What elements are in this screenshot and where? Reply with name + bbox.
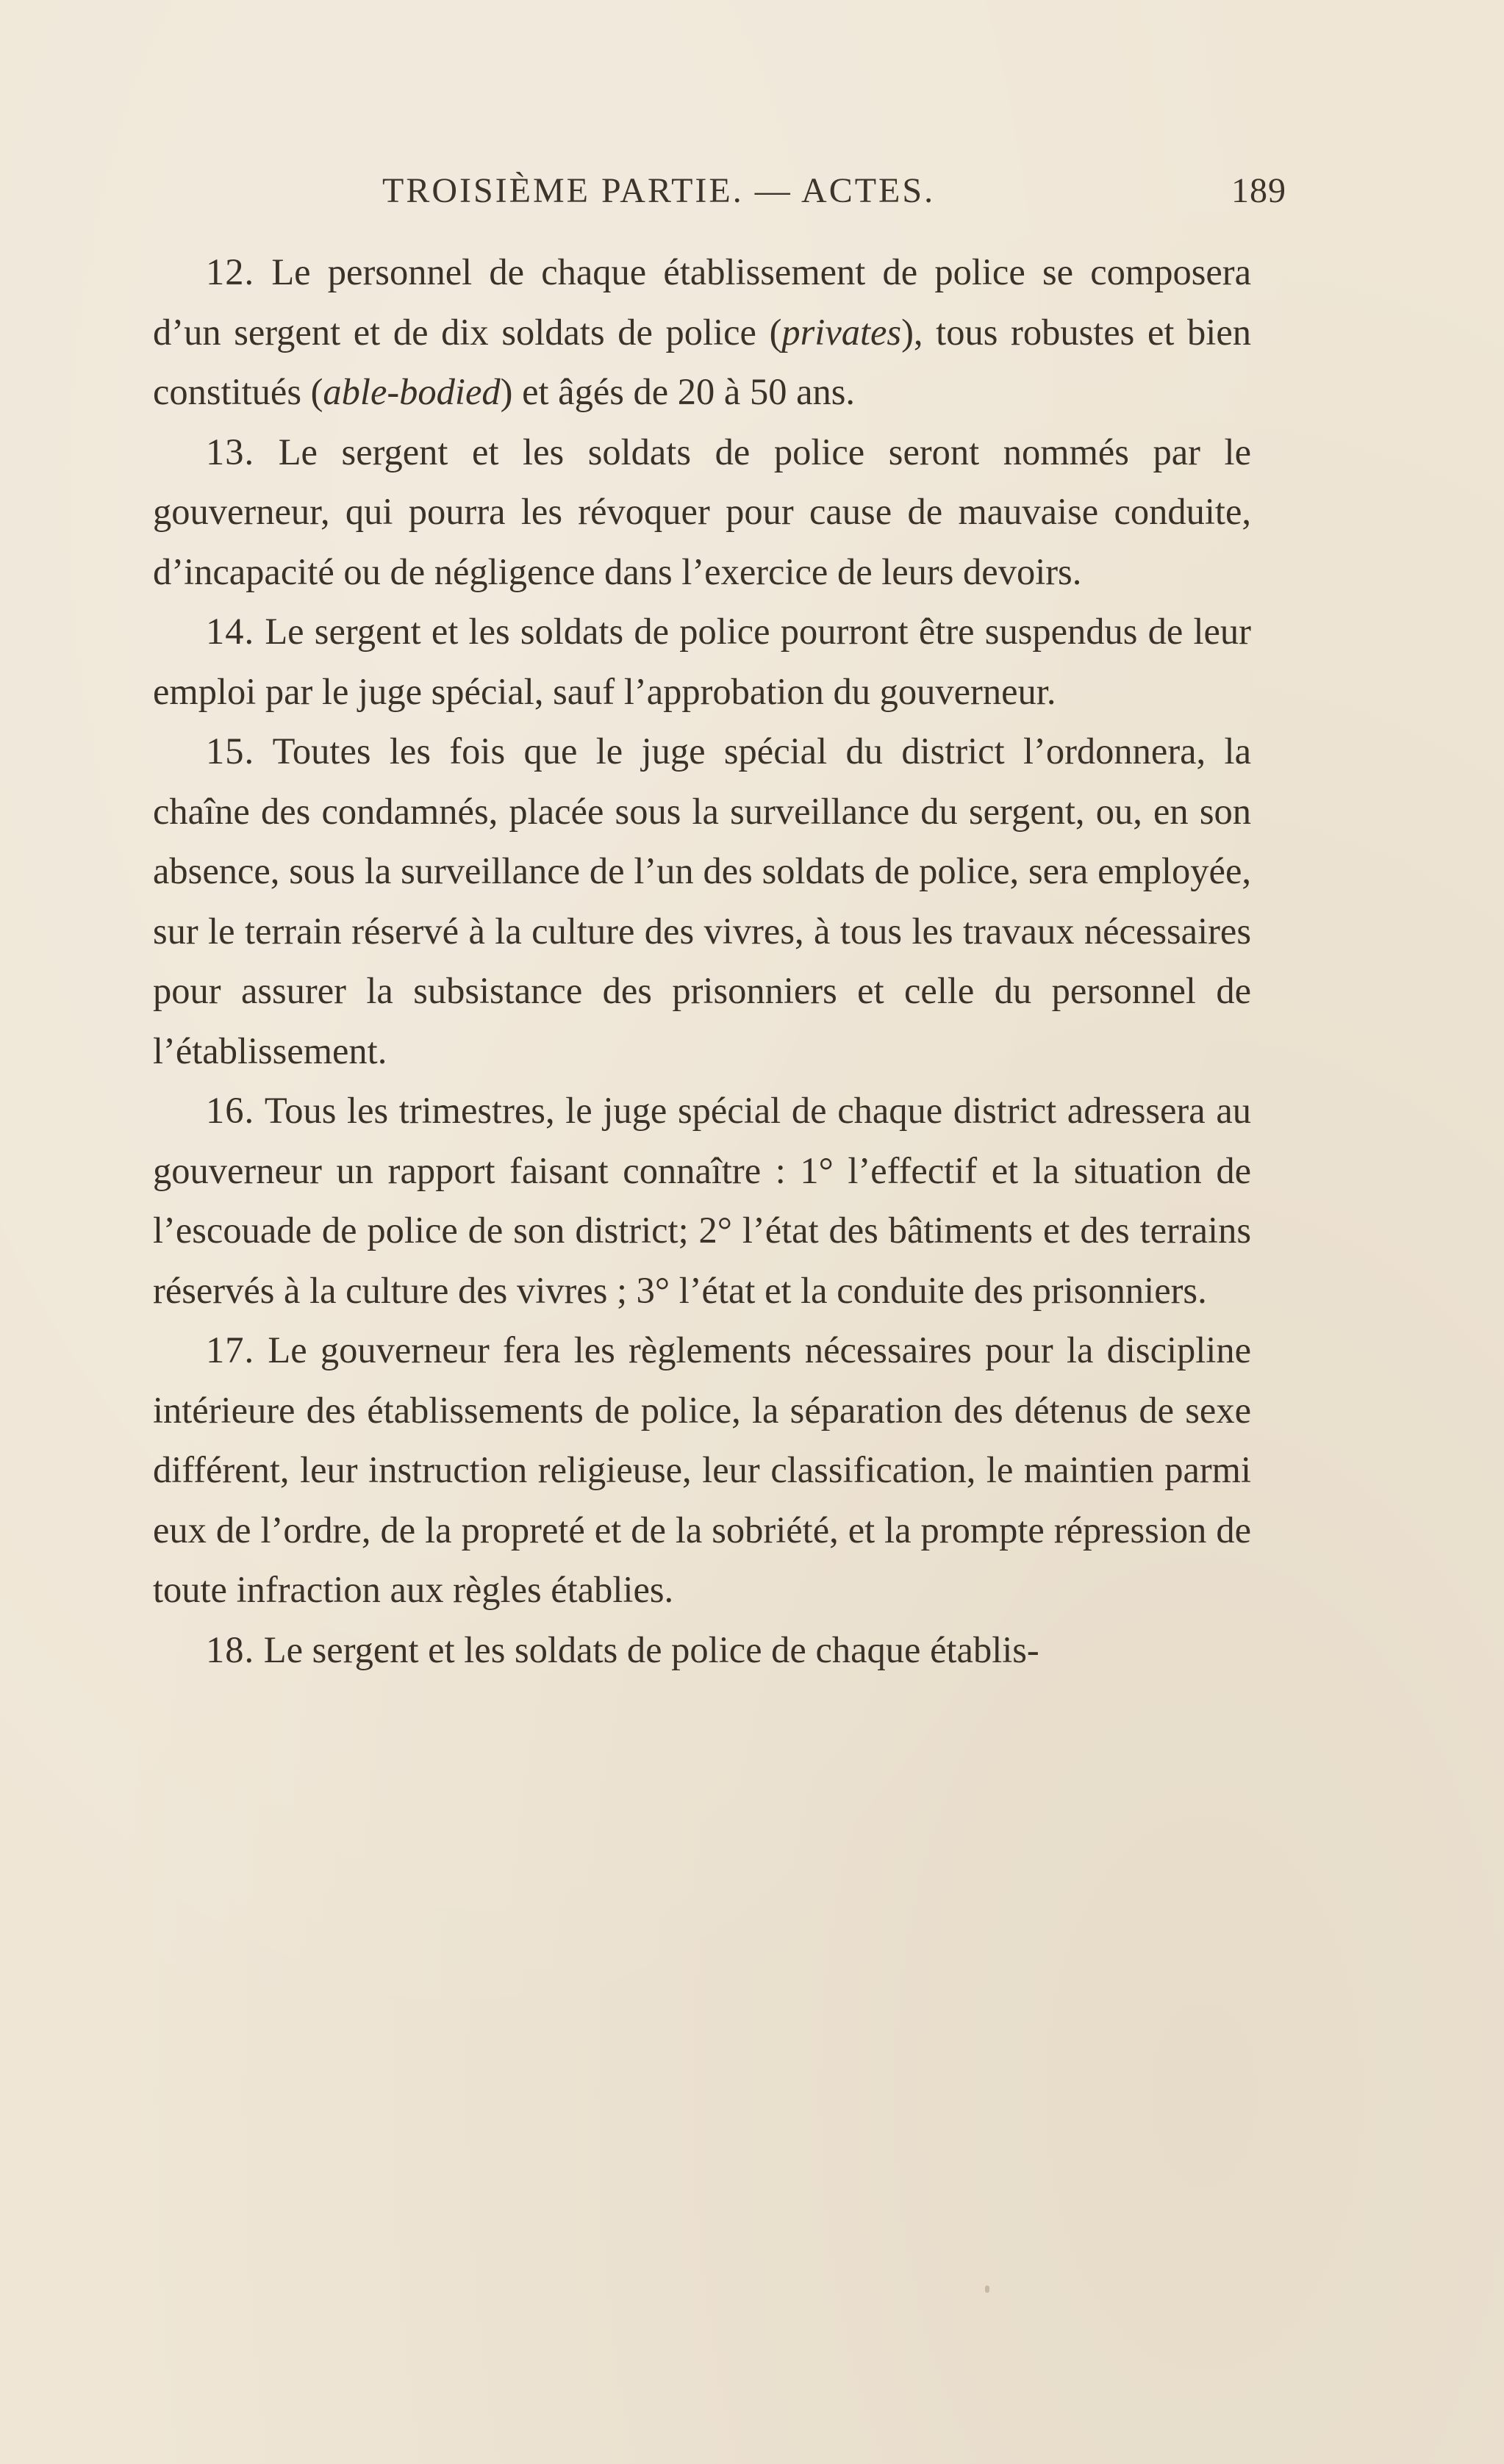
article-text: Le sergent et les soldats de police seront nommés par le gouverneur, qui pourra les révoquer pour cause de mauvaise conduite, d’incapacité ou de négligence dans l’exercice de leurs devoirs.: [153, 431, 1251, 592]
running-head: [382, 170, 1286, 215]
italic-term-able-bodied: able-bodied: [323, 371, 501, 412]
article-text-end: ) et âgés de 20 à 50 ans.: [500, 371, 856, 412]
paper-spot: [985, 2285, 989, 2293]
article-text: Toutes les fois que le juge spécial du district l’ordonnera, la chaîne des condamnés, placée sous la surveillance du sergent, ou, en son absence, sous la surveillance de l’un des soldats de police, sera employée, sur le terrain réservé à la culture des vivres, à tous les travaux nécessaires pour assurer la subsistance des prisonniers et celle du personnel de l’établissement.: [153, 730, 1251, 1071]
italic-term-privates: privates: [781, 311, 902, 353]
article-number: 14.: [206, 611, 255, 652]
article-text: Tous les trimestres, le juge spécial de chaque district adressera au gouverneur un rapport faisant connaître : 1° l’effectif et la situation de l’escouade de police de son district; 2° l’état des bâtiments et des terrains réservés à la culture des vivres ; 3° l’état et la conduite des prisonniers.: [153, 1090, 1251, 1311]
page-number: 189: [1231, 171, 1286, 210]
article-16: [153, 1081, 1251, 1321]
article-17: [153, 1321, 1251, 1620]
article-text: Le personnel de chaque établissement de police se composera d’un sergent et de dix soldats de police (: [153, 251, 1251, 353]
article-13: [153, 423, 1251, 603]
article-15: [153, 722, 1251, 1081]
article-number: 12.: [206, 251, 255, 292]
article-text-cont: ), tous robustes et bien constitués (: [153, 311, 1251, 412]
article-text: Le sergent et les soldats de police pourront être suspendus de leur emploi par le juge spécial, sauf l’approbation du gouverneur.: [153, 611, 1251, 712]
article-number: 17.: [206, 1329, 255, 1371]
article-text: Le sergent et les soldats de police de chaque établis-: [254, 1628, 1039, 1670]
body-text: [153, 243, 1251, 1680]
article-number: 16.: [206, 1090, 255, 1131]
article-18: [153, 1620, 1251, 1681]
article-text: Le gouverneur fera les règlements nécessaires pour la discipline intérieure des établissements de police, la séparation des détenus de sexe différent, leur instruction religieuse, leur classification, le maintien parmi eux de l’ordre, de la propreté et de la sobriété, et la prompte répression de toute infraction aux règles établies.: [153, 1329, 1251, 1610]
article-number: 15.: [206, 730, 255, 772]
article-12: [153, 243, 1251, 423]
article-number: 18.: [206, 1628, 255, 1670]
running-title: TROISIÈME PARTIE. — ACTES.: [382, 171, 936, 210]
article-14: [153, 602, 1251, 722]
article-number: 13.: [206, 431, 255, 473]
